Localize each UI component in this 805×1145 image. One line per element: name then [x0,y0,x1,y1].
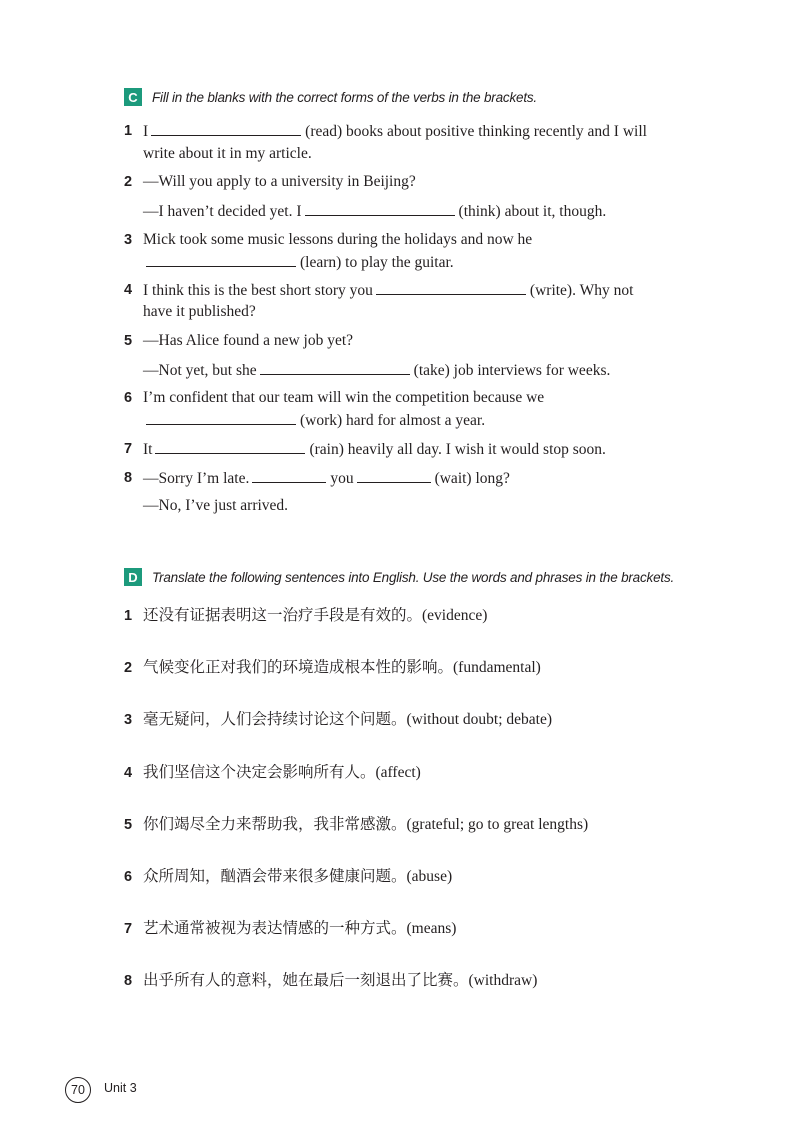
answer-blank[interactable] [252,468,326,483]
exercise-line [143,468,510,489]
item-number: 7 [124,441,133,457]
item-number: 8 [124,973,133,989]
item-number: 6 [124,869,133,885]
exercise-line [143,388,544,408]
line-text: Mick took some music lessons during the holidays and now he [143,231,533,248]
item-number: 1 [124,123,133,139]
item-number: 2 [124,660,133,676]
item-number: 3 [124,232,133,248]
section-d-header [124,567,674,587]
exercise-line [143,302,256,322]
exercise-line [143,252,454,273]
line-text: (work) hard for almost a year. [300,412,486,429]
line-text: I’m confident that our team will win the competition because we [143,389,545,406]
exercise-line [143,201,606,222]
line-text: (learn) to play the guitar. [300,254,454,271]
line-text: —No, I’ve just arrived. [143,497,289,514]
section-c-header [124,87,537,107]
line-text: (write). Why not [529,282,634,299]
answer-blank[interactable] [146,252,296,267]
line-text: have it published? [143,303,256,320]
translation-prompt: 艺术通常被视为表达情感的一种方式。(means) [143,920,457,937]
item-number: 1 [124,608,133,624]
translation-prompt: 我们坚信这个决定会影响所有人。(affect) [143,764,421,781]
section-c-instruction: Fill in the blanks with the correct forms of the verbs in the brackets. [152,89,537,105]
item-number: 6 [124,390,133,406]
exercise-line [143,360,610,381]
line-text: It [143,441,153,458]
item-number: 3 [124,712,133,728]
translation-prompt: 你们竭尽全力来帮助我，我非常感激。(grateful; go to great lengths) [143,816,589,833]
item-number: 7 [124,921,133,937]
exercise-line [143,121,647,142]
answer-blank[interactable] [305,201,455,216]
exercise-line [143,439,606,460]
line-text: (take) job interviews for weeks. [413,362,611,379]
answer-blank[interactable] [146,410,296,425]
line-text: you [330,470,354,487]
exercise-line [143,331,353,351]
translation-prompt: 出乎所有人的意料，她在最后一刻退出了比赛。(withdraw) [143,972,538,989]
exercise-line [143,230,532,250]
item-number: 8 [124,470,133,486]
section-c-badge: C [124,88,142,106]
section-d-instruction: Translate the following sentences into English. Use the words and phrases in the brackets. [152,569,675,585]
section-d-badge: D [124,568,142,586]
answer-blank[interactable] [151,121,301,136]
exercise-line [143,496,288,516]
item-number: 5 [124,817,133,833]
page-number: 70 [65,1077,91,1103]
exercise-line [143,410,485,431]
translation-prompt: 众所周知，酗酒会带来很多健康问题。(abuse) [143,868,453,885]
answer-blank[interactable] [155,439,305,454]
line-text: —Has Alice found a new job yet? [143,332,354,349]
item-number: 2 [124,174,133,190]
item-number: 4 [124,282,133,298]
translation-prompt: 气候变化正对我们的环境造成根本性的影响。(fundamental) [143,659,541,676]
exercise-line [143,172,416,192]
answer-blank[interactable] [376,280,526,295]
line-text: write about it in my article. [143,145,312,162]
item-number: 4 [124,765,133,781]
unit-label: Unit 3 [104,1081,137,1095]
line-text: (think) about it, though. [458,203,607,220]
line-text: (rain) heavily all day. I wish it would stop soon. [309,441,606,458]
line-text: (wait) long? [434,470,510,487]
line-text: I think this is the best short story you [143,282,373,299]
translation-prompt: 毫无疑问，人们会持续讨论这个问题。(without doubt; debate) [143,711,552,728]
answer-blank[interactable] [260,360,410,375]
line-text: (read) books about positive thinking recently and I will [305,123,647,140]
exercise-line [143,144,312,164]
line-text: I [143,123,149,140]
translation-prompt: 还没有证据表明这一治疗手段是有效的。(evidence) [143,607,488,624]
line-text: —Sorry I’m late. [143,470,250,487]
line-text: —Not yet, but she [143,362,257,379]
answer-blank[interactable] [357,468,431,483]
exercise-line [143,280,633,301]
line-text: —Will you apply to a university in Beijing? [143,173,416,190]
item-number: 5 [124,333,133,349]
line-text: —I haven’t decided yet. I [143,203,302,220]
